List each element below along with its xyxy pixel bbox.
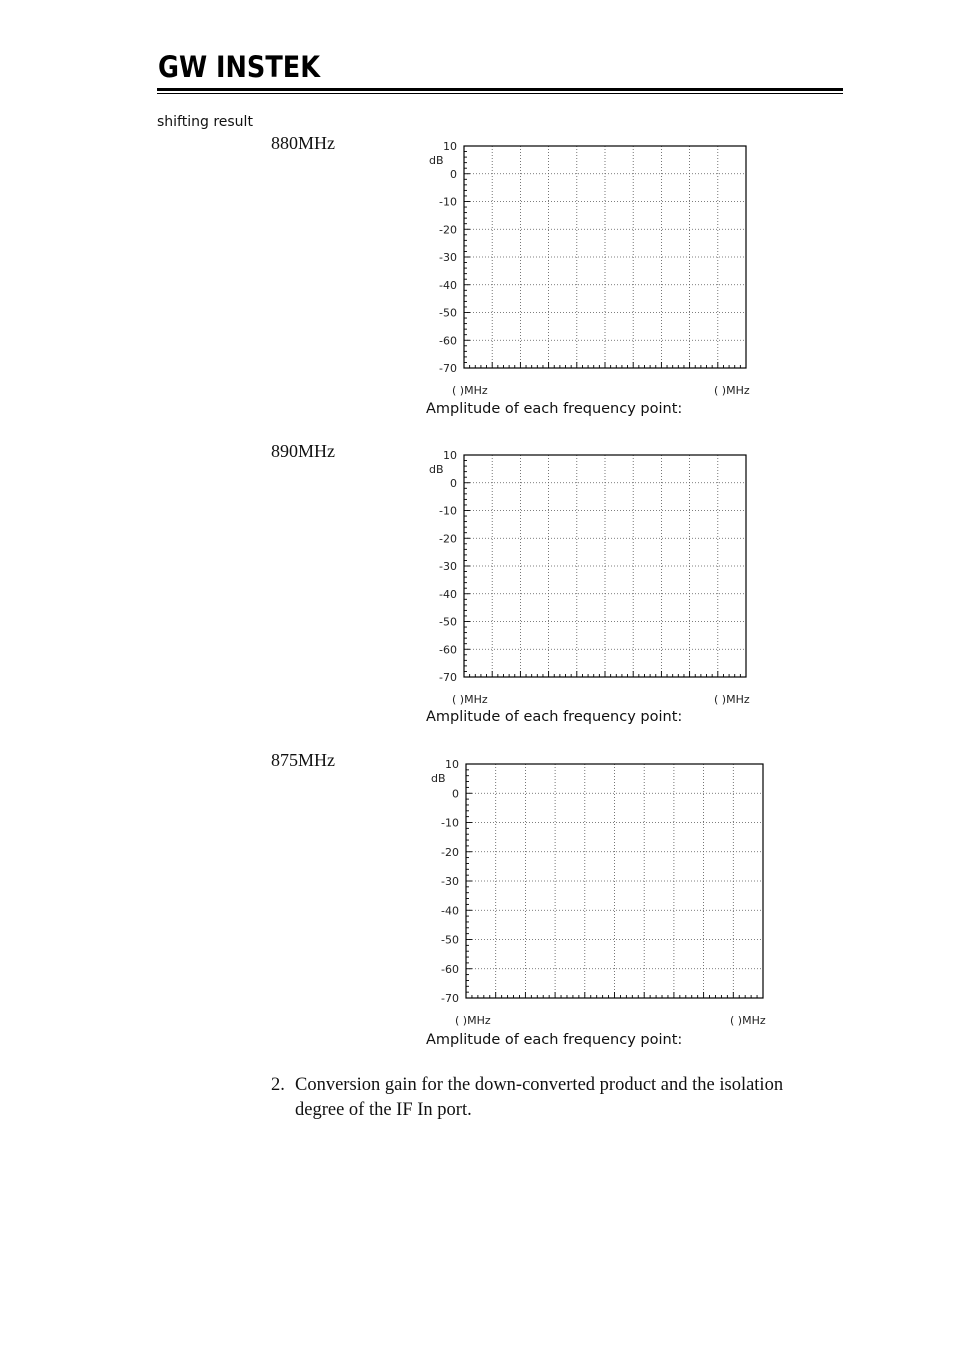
y-tick-label: -20 — [439, 223, 457, 237]
y-tick-label: -30 — [439, 560, 457, 573]
y-tick-label: -30 — [439, 251, 457, 264]
x-end-frequency-label: ( )MHz — [714, 693, 750, 706]
chart-2-frequency-label: 890MHz — [271, 441, 335, 461]
chart-1-amplitude-label: Amplitude of each frequency point: — [426, 401, 683, 417]
y-axis-label: dB — [429, 154, 444, 167]
y-tick-label: -50 — [439, 615, 457, 629]
y-tick-label: 0 — [450, 167, 457, 181]
step-number: 2. — [271, 1075, 285, 1095]
y-tick-label: -30 — [441, 875, 459, 888]
y-tick-label: 0 — [450, 476, 457, 490]
y-tick-label: 10 — [443, 140, 457, 153]
y-tick-label: 10 — [443, 449, 457, 462]
y-tick-label: -40 — [439, 587, 457, 601]
svg-text:GW INSTEK: GW INSTEK — [158, 50, 322, 84]
x-start-frequency-label: ( )MHz — [452, 693, 488, 706]
x-start-frequency-label: ( )MHz — [455, 1014, 491, 1027]
y-tick-label: 0 — [452, 787, 459, 801]
x-end-frequency-label: ( )MHz — [730, 1014, 766, 1027]
y-tick-label: -70 — [441, 992, 459, 1005]
y-tick-label: -10 — [441, 816, 459, 830]
y-tick-label: -40 — [439, 278, 457, 292]
y-tick-label: -10 — [439, 195, 457, 209]
step-text: Conversion gain for the down-converted product and the isolation degree of the IF In port. — [295, 1075, 784, 1120]
y-axis-label: dB — [431, 772, 446, 785]
chart-2-amplitude-label: Amplitude of each frequency point: — [426, 709, 683, 725]
chart-3-frequency-label: 875MHz — [271, 750, 335, 770]
y-tick-label: -40 — [441, 904, 459, 918]
y-tick-label: -20 — [441, 845, 459, 859]
y-tick-label: -60 — [439, 334, 457, 348]
y-tick-label: -10 — [439, 504, 457, 518]
y-tick-label: -50 — [439, 306, 457, 320]
y-tick-label: -70 — [439, 362, 457, 375]
chart-1-frequency-label: 880MHz — [271, 133, 335, 153]
x-end-frequency-label: ( )MHz — [714, 384, 750, 397]
chart-3-amplitude-label: Amplitude of each frequency point: — [426, 1032, 683, 1048]
y-axis-label: dB — [429, 463, 444, 476]
section-label: shifting result — [157, 114, 253, 130]
y-tick-label: -60 — [439, 643, 457, 657]
x-start-frequency-label: ( )MHz — [452, 384, 488, 397]
y-tick-label: -60 — [441, 962, 459, 976]
y-tick-label: -70 — [439, 671, 457, 684]
y-tick-label: 10 — [445, 758, 459, 771]
y-tick-label: -50 — [441, 933, 459, 947]
y-tick-label: -20 — [439, 532, 457, 546]
